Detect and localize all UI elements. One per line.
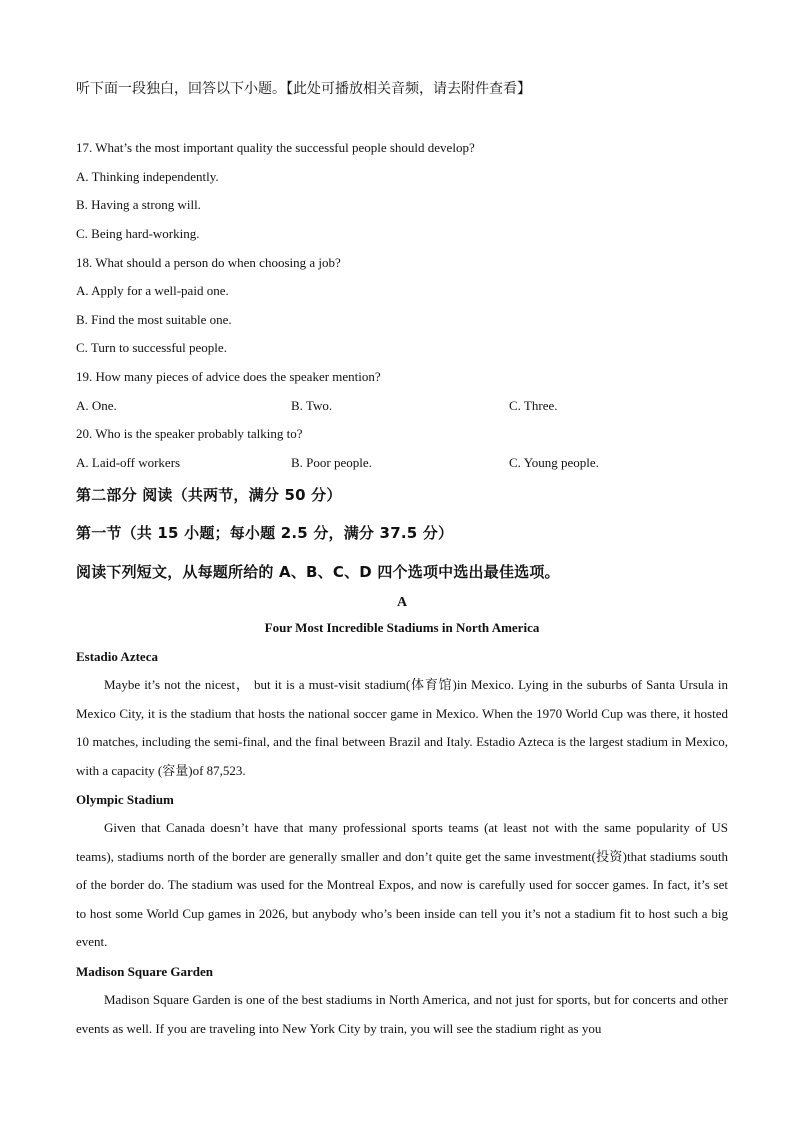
question-18: 18. What should a person do when choosing a job?: [76, 255, 341, 270]
option-17a: A. Thinking independently.: [76, 169, 219, 184]
heading-madison-square-garden: Madison Square Garden: [76, 964, 214, 979]
options-19: [76, 398, 728, 414]
question-19: 19. How many pieces of advice does the speaker mention?: [76, 369, 381, 384]
option-19a: A. One.: [76, 398, 117, 413]
option-20b: B. Poor people.: [291, 455, 372, 470]
paragraph-text: Madison Square Garden is one of the best stadiums in North America, and not just for sports, but for concerts and other events as well. If you are traveling into New York City by train, you will see the stadium right as you: [76, 992, 728, 1036]
reading-instruction: 阅读下列短文，从每题所给的 A、B、C、D 四个选项中选出最佳选项。: [76, 563, 560, 581]
option-17c: C. Being hard-working.: [76, 226, 200, 241]
paragraph-madison-square-garden: [76, 986, 728, 1043]
options-20: [76, 455, 728, 471]
part2-title: 第二部分 阅读（共两节，满分 50 分）: [76, 486, 342, 504]
passage-title: Four Most Incredible Stadiums in North America: [264, 620, 540, 635]
heading-estadio-azteca: Estadio Azteca: [76, 649, 158, 664]
option-19b: B. Two.: [291, 398, 333, 413]
paragraph-text: Given that Canada doesn’t have that many professional sports teams (at least not with the same popularity of US teams), stadiums north of the border are generally smaller and don’t quite get the same investment(投资)that stadiums south of the border do. The stadium was used for the Montreal Expos, and now is carefully used for soccer games. In fact, it’s set to host some World Cup games in 2026, but anybody who’s been inside can tell you it’s not a stadium fit to host such a big event.: [76, 820, 728, 949]
paragraph-text: Maybe it’s not the nicest， but it is a must-visit stadium(体育馆)in Mexico. Lying in the suburbs of Santa Ursula in Mexico City, it is the stadium that hosts the national soccer game in Mexico. When the 1970 World Cup was there, it hosted 10 matches, including the semi-final, and the final between Brazil and Italy. Estadio Azteca is the largest stadium in Mexico, with a capacity (容量)of 87,523.: [76, 677, 728, 778]
option-18a: A. Apply for a well-paid one.: [76, 283, 229, 298]
passage-letter: A: [396, 595, 408, 610]
question-17: 17. What’s the most important quality the successful people should develop?: [76, 140, 475, 155]
paragraph-estadio-azteca: [76, 671, 728, 785]
option-18c: C. Turn to successful people.: [76, 340, 227, 355]
option-18b: B. Find the most suitable one.: [76, 312, 232, 327]
section1-title: 第一节（共 15 小题；每小题 2.5 分，满分 37.5 分）: [76, 524, 454, 542]
option-17b: B. Having a strong will.: [76, 197, 201, 212]
heading-olympic-stadium: Olympic Stadium: [76, 792, 174, 807]
option-19c: C. Three.: [509, 398, 558, 413]
option-20c: C. Young people.: [509, 455, 599, 470]
question-20: 20. Who is the speaker probably talking to?: [76, 426, 303, 441]
option-20a: A. Laid-off workers: [76, 455, 181, 470]
listening-intro: 听下面一段独白，回答以下小题。【此处可播放相关音频，请去附件查看】: [76, 82, 531, 97]
paragraph-olympic-stadium: [76, 814, 728, 957]
